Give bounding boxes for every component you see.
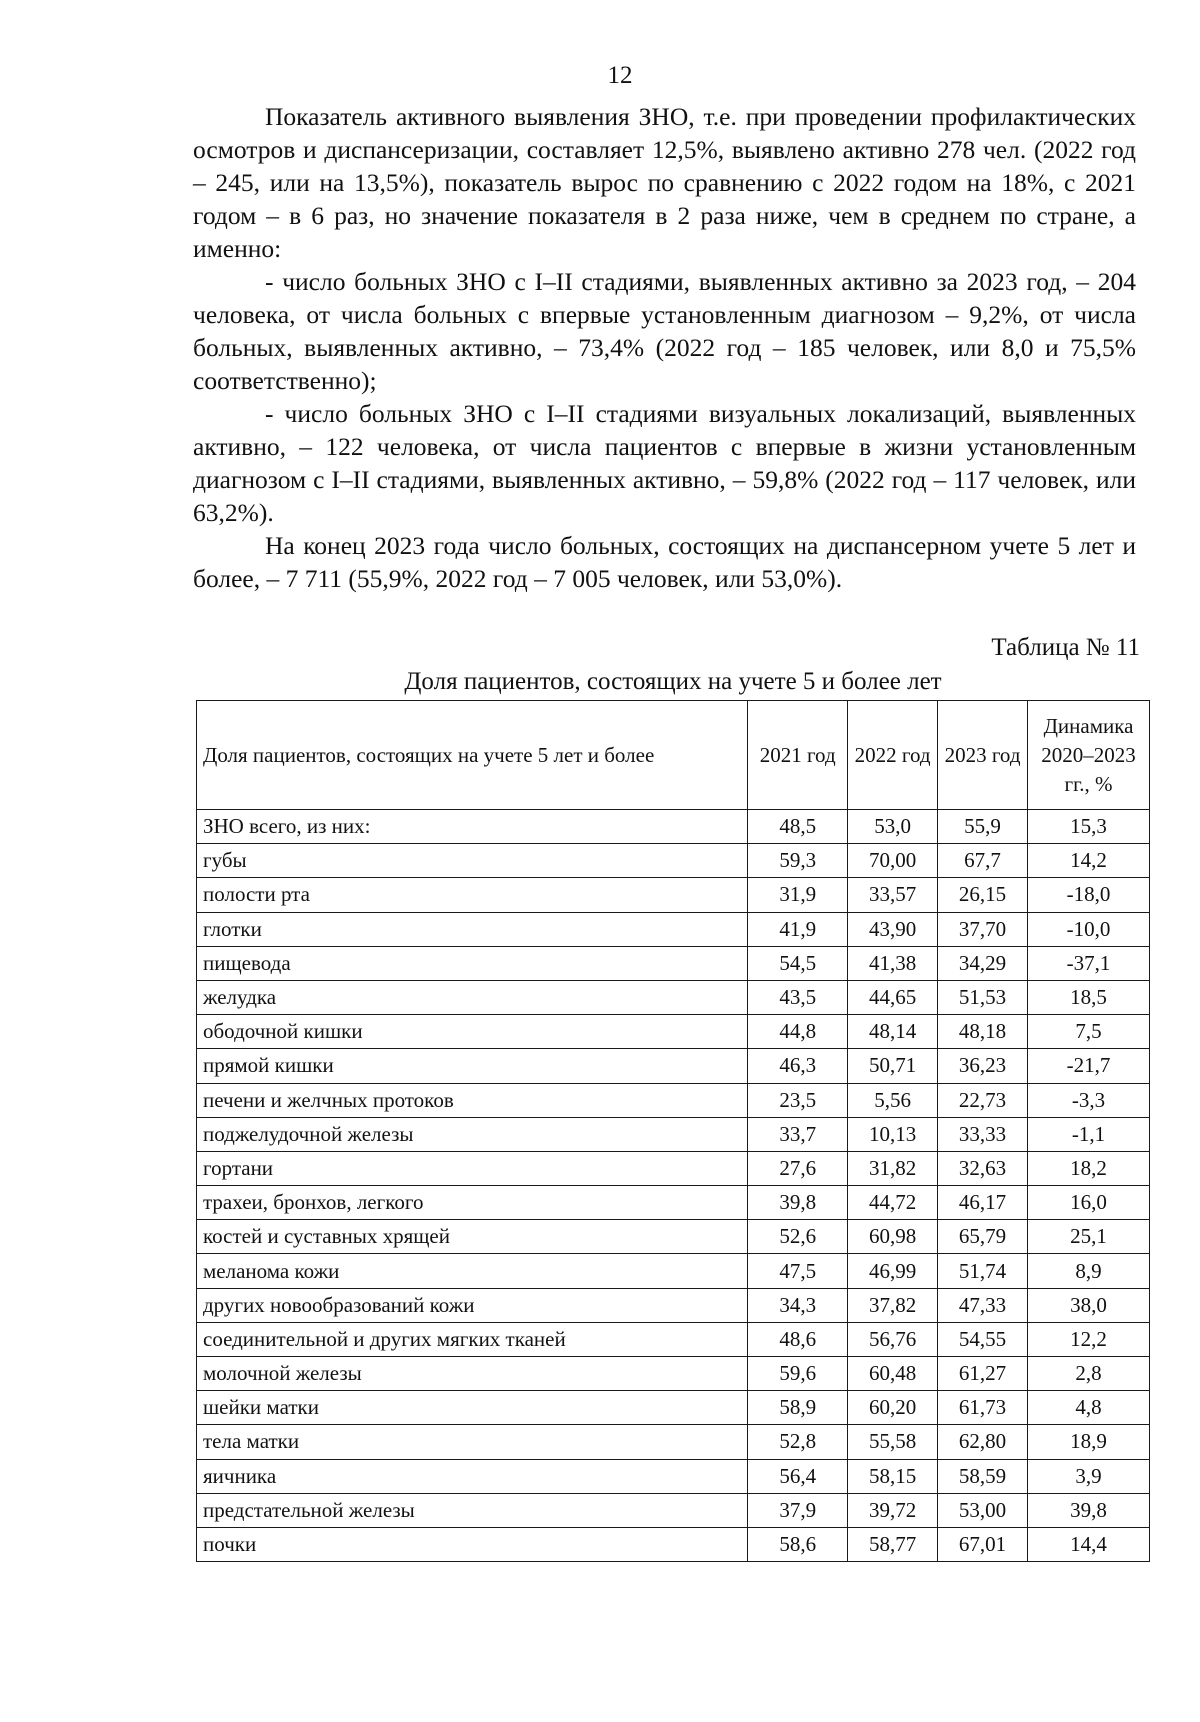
cell-name: полости рта: [197, 878, 748, 912]
cell-2022: 56,76: [848, 1322, 938, 1356]
cell-name: печени и желчных протоков: [197, 1083, 748, 1117]
cell-2022: 58,77: [848, 1527, 938, 1561]
cell-2022: 44,65: [848, 980, 938, 1014]
table-row: [197, 1254, 1150, 1288]
table-row: [197, 980, 1150, 1014]
header-2021: 2021 год: [748, 701, 848, 810]
cell-dynamics: 18,9: [1028, 1425, 1150, 1459]
table-row: [197, 1049, 1150, 1083]
paragraph-registry-5-years: На конец 2023 года число больных, состоящих на диспансерном учете 5 лет и более, – 7 711 (55,9%, 2022 год – 7 005 человек, или 53,0%).: [193, 531, 1136, 593]
cell-2021: 58,6: [748, 1527, 848, 1561]
cell-2022: 55,58: [848, 1425, 938, 1459]
cell-2021: 54,5: [748, 946, 848, 980]
cell-name: почки: [197, 1527, 748, 1561]
cell-name: предстательной железы: [197, 1493, 748, 1527]
cell-dynamics: 25,1: [1028, 1220, 1150, 1254]
cell-2021: 58,9: [748, 1391, 848, 1425]
cell-dynamics: 12,2: [1028, 1322, 1150, 1356]
cell-2022: 39,72: [848, 1493, 938, 1527]
cell-2023: 47,33: [938, 1288, 1028, 1322]
cell-2022: 58,15: [848, 1459, 938, 1493]
cell-2022: 31,82: [848, 1151, 938, 1185]
cell-dynamics: 7,5: [1028, 1015, 1150, 1049]
cell-dynamics: 18,2: [1028, 1151, 1150, 1185]
cell-2021: 59,6: [748, 1357, 848, 1391]
cell-2022: 10,13: [848, 1117, 938, 1151]
cell-2023: 54,55: [938, 1322, 1028, 1356]
paragraph-active-detection: Показатель активного выявления ЗНО, т.е. при проведении профилактических осмотров и диспансеризации, составляет 12,5%, выявлено активно 278 чел. (2022 год – 245, или на 13,5%), показатель вырос по сравнению с 2022 годом на 18%, с 2021 годом – в 6 раз, но значение показателя в 2 раза ниже, чем в среднем по стране, а именно:: [193, 102, 1136, 263]
cell-dynamics: 16,0: [1028, 1186, 1150, 1220]
cell-2021: 33,7: [748, 1117, 848, 1151]
cell-dynamics: -10,0: [1028, 912, 1150, 946]
table-row: [197, 1288, 1150, 1322]
cell-2021: 48,6: [748, 1322, 848, 1356]
table-row: [197, 1357, 1150, 1391]
cell-2023: 26,15: [938, 878, 1028, 912]
cell-2021: 37,9: [748, 1493, 848, 1527]
paragraph-visual-localizations: - число больных ЗНО с I–II стадиями визуальных локализаций, выявленных активно, – 122 человека, от числа пациентов с впервые в жизни установленным диагнозом с I–II стадиями, выявленных активно, – 59,8% (2022 год – 117 человек, или 63,2%).: [193, 399, 1136, 527]
cell-2022: 50,71: [848, 1049, 938, 1083]
cell-2023: 53,00: [938, 1493, 1028, 1527]
cell-name: трахеи, бронхов, легкого: [197, 1186, 748, 1220]
cell-name: ободочной кишки: [197, 1015, 748, 1049]
cell-2022: 37,82: [848, 1288, 938, 1322]
cell-2021: 31,9: [748, 878, 848, 912]
cell-2021: 27,6: [748, 1151, 848, 1185]
table-row: [197, 946, 1150, 980]
cell-2021: 43,5: [748, 980, 848, 1014]
table-row: [197, 878, 1150, 912]
cell-name: глотки: [197, 912, 748, 946]
table-number: Таблица № 11: [991, 634, 1140, 661]
cell-dynamics: 14,4: [1028, 1527, 1150, 1561]
table-row: [197, 1015, 1150, 1049]
cell-2023: 48,18: [938, 1015, 1028, 1049]
cell-2023: 65,79: [938, 1220, 1028, 1254]
cell-2023: 51,53: [938, 980, 1028, 1014]
page-number: 12: [607, 62, 633, 89]
cell-2023: 67,01: [938, 1527, 1028, 1561]
cell-dynamics: -1,1: [1028, 1117, 1150, 1151]
cell-dynamics: 15,3: [1028, 810, 1150, 844]
cell-name: молочной железы: [197, 1357, 748, 1391]
cell-name: меланома кожи: [197, 1254, 748, 1288]
table-row: [197, 1083, 1150, 1117]
cell-2023: 58,59: [938, 1459, 1028, 1493]
table-row: [197, 912, 1150, 946]
cell-name: шейки матки: [197, 1391, 748, 1425]
cell-dynamics: -37,1: [1028, 946, 1150, 980]
cell-2022: 33,57: [848, 878, 938, 912]
cell-2021: 46,3: [748, 1049, 848, 1083]
cell-2023: 33,33: [938, 1117, 1028, 1151]
cell-dynamics: 4,8: [1028, 1391, 1150, 1425]
cell-name: костей и суставных хрящей: [197, 1220, 748, 1254]
cell-dynamics: 39,8: [1028, 1493, 1150, 1527]
cell-2023: 61,27: [938, 1357, 1028, 1391]
cell-2022: 44,72: [848, 1186, 938, 1220]
table-row: [197, 1151, 1150, 1185]
cell-name: яичника: [197, 1459, 748, 1493]
table-row: [197, 810, 1150, 844]
cell-2021: 59,3: [748, 844, 848, 878]
cell-name: поджелудочной железы: [197, 1117, 748, 1151]
table-row: [197, 1117, 1150, 1151]
data-table: [196, 700, 1150, 1562]
cell-2021: 23,5: [748, 1083, 848, 1117]
cell-2021: 48,5: [748, 810, 848, 844]
table-row: [197, 1425, 1150, 1459]
table-row: [197, 1186, 1150, 1220]
cell-dynamics: 38,0: [1028, 1288, 1150, 1322]
cell-name: прямой кишки: [197, 1049, 748, 1083]
cell-dynamics: 14,2: [1028, 844, 1150, 878]
cell-2021: 47,5: [748, 1254, 848, 1288]
cell-2023: 67,7: [938, 844, 1028, 878]
cell-name: пищевода: [197, 946, 748, 980]
header-name: Доля пациентов, состоящих на учете 5 лет и более: [197, 701, 748, 810]
cell-2022: 70,00: [848, 844, 938, 878]
table-row: [197, 1322, 1150, 1356]
cell-dynamics: -3,3: [1028, 1083, 1150, 1117]
table-row: [197, 844, 1150, 878]
cell-name: соединительной и других мягких тканей: [197, 1322, 748, 1356]
table-header-row: [197, 701, 1150, 810]
cell-dynamics: 2,8: [1028, 1357, 1150, 1391]
cell-name: ЗНО всего, из них:: [197, 810, 748, 844]
cell-2021: 52,8: [748, 1425, 848, 1459]
cell-2023: 62,80: [938, 1425, 1028, 1459]
cell-2022: 60,48: [848, 1357, 938, 1391]
table-row: [197, 1459, 1150, 1493]
cell-dynamics: 3,9: [1028, 1459, 1150, 1493]
cell-2023: 22,73: [938, 1083, 1028, 1117]
cell-dynamics: 18,5: [1028, 980, 1150, 1014]
cell-name: других новообразований кожи: [197, 1288, 748, 1322]
cell-2023: 61,73: [938, 1391, 1028, 1425]
cell-dynamics: -18,0: [1028, 878, 1150, 912]
cell-2023: 55,9: [938, 810, 1028, 844]
cell-2022: 46,99: [848, 1254, 938, 1288]
cell-2021: 44,8: [748, 1015, 848, 1049]
paragraph-stage-1-2-patients: - число больных ЗНО с I–II стадиями, выявленных активно за 2023 год, – 204 человека, от числа больных с впервые установленным диагнозом – 9,2%, от числа больных, выявленных активно, – 73,4% (2022 год – 185 человек, или 8,0 и 75,5% соответственно);: [193, 267, 1136, 395]
cell-2021: 34,3: [748, 1288, 848, 1322]
cell-2022: 60,98: [848, 1220, 938, 1254]
cell-name: гортани: [197, 1151, 748, 1185]
header-2022: 2022 год: [848, 701, 938, 810]
cell-2021: 52,6: [748, 1220, 848, 1254]
cell-dynamics: -21,7: [1028, 1049, 1150, 1083]
cell-2022: 53,0: [848, 810, 938, 844]
table-title: Доля пациентов, состоящих на учете 5 и более лет: [404, 668, 942, 695]
cell-name: желудка: [197, 980, 748, 1014]
cell-2021: 41,9: [748, 912, 848, 946]
cell-2023: 51,74: [938, 1254, 1028, 1288]
cell-2022: 43,90: [848, 912, 938, 946]
cell-2023: 37,70: [938, 912, 1028, 946]
cell-2021: 39,8: [748, 1186, 848, 1220]
cell-2022: 60,20: [848, 1391, 938, 1425]
header-dynamics: Динамика 2020–2023 гг., %: [1028, 701, 1150, 810]
cell-dynamics: 8,9: [1028, 1254, 1150, 1288]
table-body: [197, 810, 1150, 1562]
cell-2023: 36,23: [938, 1049, 1028, 1083]
header-2023: 2023 год: [938, 701, 1028, 810]
cell-2021: 56,4: [748, 1459, 848, 1493]
cell-2023: 46,17: [938, 1186, 1028, 1220]
table-row: [197, 1391, 1150, 1425]
cell-2022: 5,56: [848, 1083, 938, 1117]
cell-2023: 32,63: [938, 1151, 1028, 1185]
cell-name: губы: [197, 844, 748, 878]
table-row: [197, 1220, 1150, 1254]
cell-2023: 34,29: [938, 946, 1028, 980]
cell-2022: 48,14: [848, 1015, 938, 1049]
cell-2022: 41,38: [848, 946, 938, 980]
cell-name: тела матки: [197, 1425, 748, 1459]
table-row: [197, 1527, 1150, 1561]
table-row: [197, 1493, 1150, 1527]
body-text: [193, 100, 1136, 595]
